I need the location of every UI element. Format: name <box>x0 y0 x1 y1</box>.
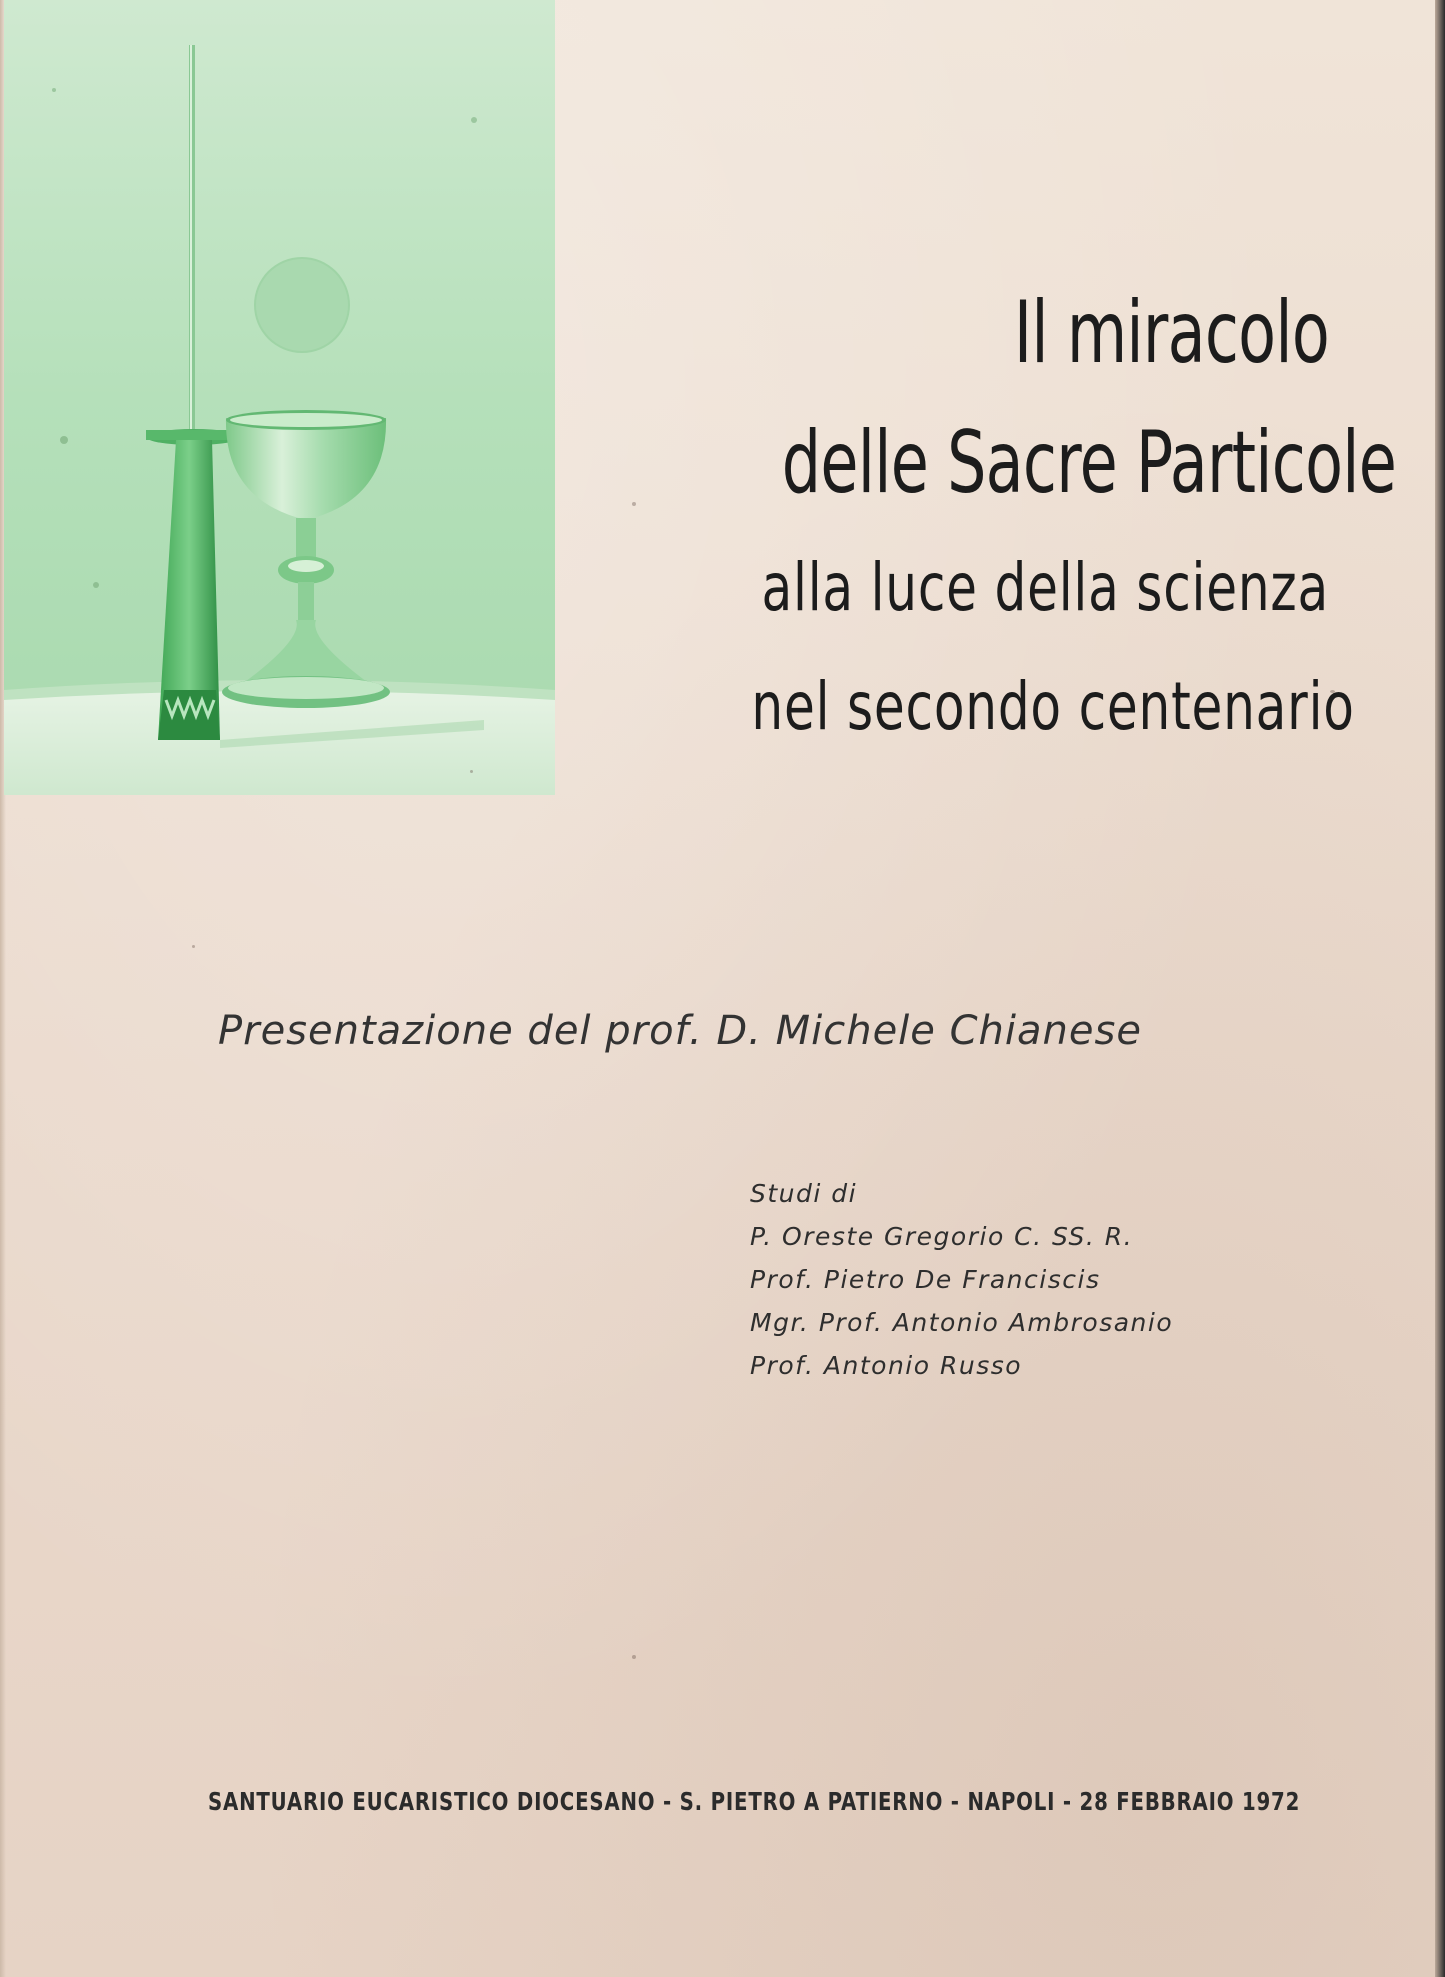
paper-speck <box>1330 690 1335 693</box>
chalice-photo <box>4 0 555 795</box>
studies-heading: Studi di <box>750 1179 858 1208</box>
author-line: Prof. Pietro De Franciscis <box>750 1265 1101 1294</box>
author-line: P. Oreste Gregorio C. SS. R. <box>750 1222 1134 1251</box>
paper-speck <box>470 770 473 773</box>
page-edge-right <box>1435 0 1445 1977</box>
author-line: Prof. Antonio Russo <box>750 1351 1023 1380</box>
presentation-credit: Presentazione del prof. D. Michele Chianese <box>218 1008 1142 1054</box>
paper-speck <box>632 1655 636 1659</box>
title-line-4: nel secondo centenario <box>751 668 1355 745</box>
author-line: Mgr. Prof. Antonio Ambrosanio <box>750 1308 1174 1337</box>
paper-speck <box>632 502 636 506</box>
publisher-footer: SANTUARIO EUCARISTICO DIOCESANO - S. PIETRO A PATIERNO - NAPOLI - 28 FEBBRAIO 1972 <box>208 1787 1301 1816</box>
title-line-2: delle Sacre Particole <box>781 413 1397 513</box>
studies-block <box>750 1172 1173 1387</box>
title-line-1: Il miracolo <box>1013 283 1329 383</box>
paper-speck <box>192 945 195 948</box>
title-line-3: alla luce della scienza <box>761 549 1329 626</box>
chalice-illustration <box>4 0 555 795</box>
cover-title <box>569 268 1397 766</box>
